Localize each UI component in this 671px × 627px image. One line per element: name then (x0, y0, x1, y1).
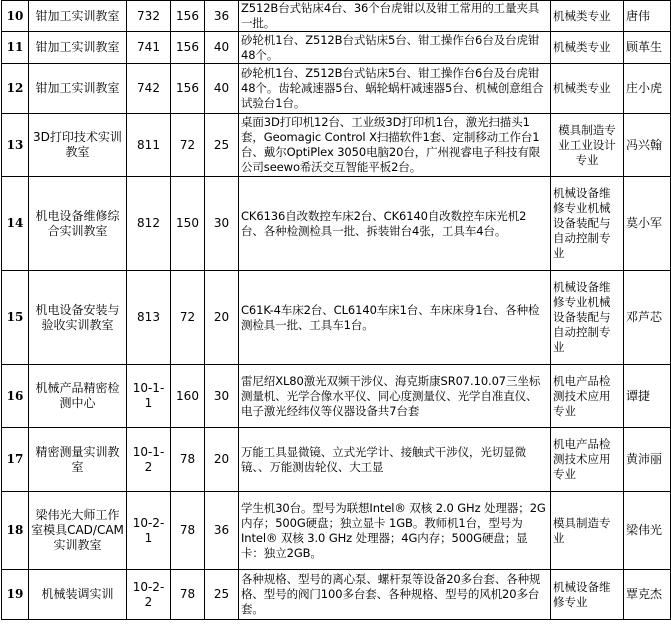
person-in-charge: 顾革生 (624, 32, 671, 64)
person-in-charge: 谭捷 (624, 365, 671, 428)
equipment-list: CK6136自改数控车床2台、CK6140自改数控车床光机2台、各种检测检具一批、拆装钳台4张，工具车4台。 (239, 177, 551, 271)
person-in-charge: 覃克杰 (624, 570, 671, 620)
table-row (2, 64, 671, 114)
major-name: 机械设备维修专业机械设备装配与自动控制专业 (551, 271, 624, 365)
person-in-charge: 黄沛丽 (624, 428, 671, 492)
equipment-list: 砂轮机1台、Z512B台式钻床5台、钳工操作台6台及台虎钳48个。齿轮减速器5台、蜗轮蜗杆减速器5台、机械创意组合试验台1台。 (239, 64, 551, 114)
room-code: 811 (127, 114, 171, 177)
major-name: 机电产品检测技术应用专业 (551, 365, 624, 428)
row-number: 19 (2, 570, 29, 620)
room-code: 742 (127, 64, 171, 114)
room-code: 10-2-1 (127, 492, 171, 570)
equipment-list: 学生机30台。型号为联想Intel® 双核 2.0 GHz 处理器；2G内存；500G硬盘；独立显卡 1GB。教师机1台，型号为Intel® 双核 3.0 GHz 处理器；4G内存；500G硬盘；显卡：独立2GB。 (239, 492, 551, 570)
table-row (2, 177, 671, 271)
room-area: 78 (171, 570, 205, 620)
seat-count: 20 (205, 428, 239, 492)
room-name: 3D打印技术实训教室 (29, 114, 127, 177)
person-in-charge: 唐伟 (624, 1, 671, 32)
room-area: 150 (171, 177, 205, 271)
equipment-list: 万能工具显微镜、立式光学计、接触式干涉仪，光切显微镜、、万能测齿轮仪、大工显 (239, 428, 551, 492)
row-number: 15 (2, 271, 29, 365)
person-in-charge: 庄小虎 (624, 64, 671, 114)
room-name: 机电设备安装与验收实训教室 (29, 271, 127, 365)
row-number: 17 (2, 428, 29, 492)
major-name: 机械设备维修专业 (551, 570, 624, 620)
room-area: 72 (171, 114, 205, 177)
room-name: 机械产品精密检测中心 (29, 365, 127, 428)
major-name: 机械类专业 (551, 32, 624, 64)
table-row (2, 32, 671, 64)
table-row (2, 114, 671, 177)
person-in-charge: 梁伟光 (624, 492, 671, 570)
seat-count: 30 (205, 177, 239, 271)
seat-count: 36 (205, 1, 239, 32)
seat-count: 30 (205, 365, 239, 428)
person-in-charge: 冯兴翰 (624, 114, 671, 177)
table-row (2, 570, 671, 620)
row-number: 16 (2, 365, 29, 428)
room-name: 精密测量实训教室 (29, 428, 127, 492)
row-number: 11 (2, 32, 29, 64)
room-area: 156 (171, 64, 205, 114)
table-row (2, 365, 671, 428)
room-code: 10-1-2 (127, 428, 171, 492)
major-name: 机械类专业 (551, 64, 624, 114)
major-name: 机械类专业 (551, 1, 624, 32)
room-area: 156 (171, 1, 205, 32)
seat-count: 40 (205, 64, 239, 114)
room-name: 钳加工实训教室 (29, 1, 127, 32)
room-area: 78 (171, 428, 205, 492)
room-area: 156 (171, 32, 205, 64)
room-code: 10-1-1 (127, 365, 171, 428)
table-row (2, 1, 671, 32)
seat-count: 36 (205, 492, 239, 570)
major-name: 机械设备维修专业机械设备装配与自动控制专业 (551, 177, 624, 271)
seat-count: 40 (205, 32, 239, 64)
room-code: 813 (127, 271, 171, 365)
row-number: 13 (2, 114, 29, 177)
room-code: 732 (127, 1, 171, 32)
row-number: 10 (2, 1, 29, 32)
seat-count: 25 (205, 114, 239, 177)
row-number: 14 (2, 177, 29, 271)
equipment-list: 雷尼绍XL80激光双频干涉仪、海克斯康SR07.10.07三坐标测量机、光学合像水平仪、同心度测量仪、光学自准直仪、电子激光经纬仪等仪器设备共7台套 (239, 365, 551, 428)
person-in-charge: 莫小军 (624, 177, 671, 271)
table-row (2, 492, 671, 570)
equipment-list: 桌面3D打印机12台、工业级3D打印机1台，激光扫描头1套，Geomagic Control X扫描软件1套、定制移动工作台1台、戴尔OptiPlex 3050电脑20台，广州视睿电子科技有限公司seewo希沃交互智能平板2台。 (239, 114, 551, 177)
major-name: 机电产品检测技术应用专业 (551, 428, 624, 492)
row-number: 18 (2, 492, 29, 570)
table-row (2, 271, 671, 365)
room-area: 160 (171, 365, 205, 428)
room-name: 钳加工实训教室 (29, 64, 127, 114)
room-name: 机电设备维修综合实训教室 (29, 177, 127, 271)
room-code: 812 (127, 177, 171, 271)
major-name: 模具制造专业 (551, 492, 624, 570)
equipment-list: 各种规格、型号的离心泵、螺杆泵等设备20多台套、各种规格、型号的阀门100多台套、各种规格、型号的风机20多台套。 (239, 570, 551, 620)
room-name: 钳加工实训教室 (29, 32, 127, 64)
equipment-list: C61K-4车床2台、CL6140车床1台、车床床身1台、各种检测检具一批、工具车1台。 (239, 271, 551, 365)
room-code: 10-2-2 (127, 570, 171, 620)
table-row (2, 428, 671, 492)
room-name: 梁伟光大师工作室模具CAD/CAM实训教室 (29, 492, 127, 570)
seat-count: 20 (205, 271, 239, 365)
seat-count: 25 (205, 570, 239, 620)
equipment-list: 砂轮机1台、Z512B台式钻床5台、钳工操作台6台及台虎钳48个。 (239, 32, 551, 64)
equipment-list: Z512B台式钻床4台、36个台虎钳以及钳工常用的工量夹具一批。 (239, 1, 551, 32)
room-name: 机械装调实训 (29, 570, 127, 620)
row-number: 12 (2, 64, 29, 114)
room-area: 78 (171, 492, 205, 570)
lab-table (1, 0, 671, 620)
person-in-charge: 邓芦芯 (624, 271, 671, 365)
room-area: 72 (171, 271, 205, 365)
major-name: 模具制造专业工业设计专业 (551, 114, 624, 177)
room-code: 741 (127, 32, 171, 64)
